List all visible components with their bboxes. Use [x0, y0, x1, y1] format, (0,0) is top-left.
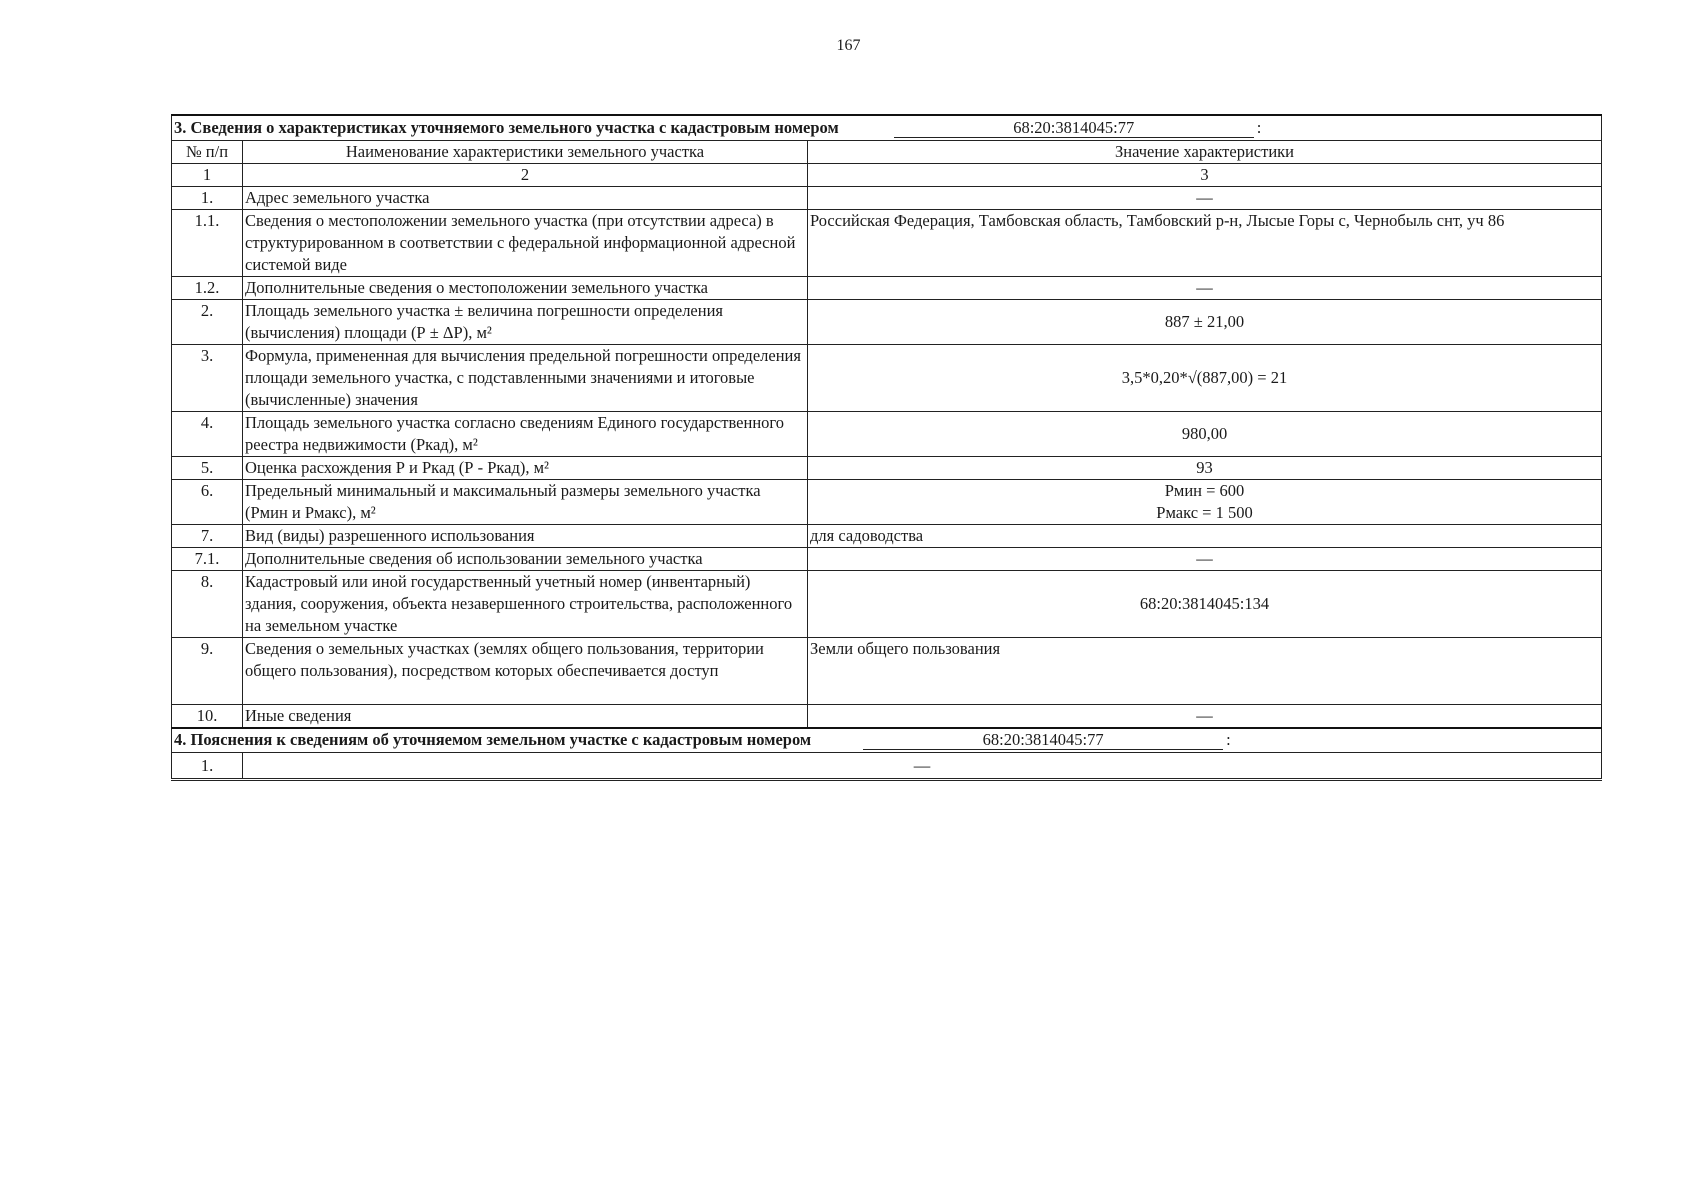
- row-number: 3.: [172, 344, 243, 411]
- table-row: [172, 344, 1602, 411]
- characteristic-name: Формула, примененная для вычисления предельной погрешности определения площади земельного участка, с подставленными значениями и итоговые (вычисленные) значения: [243, 344, 808, 411]
- table-row: [172, 704, 1602, 728]
- section-3-title: 3. Сведения о характеристиках уточняемого земельного участка с кадастровым номером: [174, 117, 839, 137]
- characteristic-name: Иные сведения: [243, 704, 808, 728]
- section-3-header: [172, 115, 1602, 140]
- column-number-row: [172, 163, 1602, 186]
- max-area-value: Рмакс = 1 500: [1156, 502, 1253, 522]
- characteristic-name: Сведения о земельных участках (землях общего пользования, территории общего пользования), посредством которых обеспечивается доступ: [243, 637, 808, 704]
- row-number: 7.: [172, 524, 243, 547]
- table-row: [172, 570, 1602, 637]
- row-number: 2.: [172, 299, 243, 344]
- row-number: 9.: [172, 637, 243, 704]
- row-number: 1.: [172, 753, 243, 780]
- characteristic-value: —: [808, 547, 1602, 570]
- characteristic-value: 68:20:3814045:134: [808, 570, 1602, 637]
- section-3-cadastral-number: 68:20:3814045:77: [894, 118, 1254, 138]
- characteristic-name: Предельный минимальный и максимальный размеры земельного участка (Рмин и Рмакс), м²: [243, 479, 808, 524]
- characteristic-name: Адрес земельного участка: [243, 186, 808, 209]
- table-row: [172, 276, 1602, 299]
- table-row: [172, 524, 1602, 547]
- column-header-value: Значение характеристики: [808, 140, 1602, 163]
- table-row: [172, 186, 1602, 209]
- row-number: 4.: [172, 411, 243, 456]
- column-number-1: 1: [172, 163, 243, 186]
- min-area-value: Рмин = 600: [1164, 480, 1245, 500]
- row-number: 1.: [172, 186, 243, 209]
- table-row: [172, 547, 1602, 570]
- row-number: 6.: [172, 479, 243, 524]
- row-number: 8.: [172, 570, 243, 637]
- characteristic-value: —: [808, 186, 1602, 209]
- characteristic-name: Сведения о местоположении земельного участка (при отсутствии адреса) в структурированном в соответствии с федеральной информационной адресной системой виде: [243, 209, 808, 276]
- characteristic-name: Площадь земельного участка согласно сведениям Единого государственного реестра недвижимости (Ркад), м²: [243, 411, 808, 456]
- table-row: [172, 209, 1602, 276]
- table-row: [172, 479, 1602, 524]
- characteristic-name: Кадастровый или иной государственный учетный номер (инвентарный) здания, сооружения, объекта незавершенного строительства, расположенного на земельном участке: [243, 570, 808, 637]
- characteristic-name: Дополнительные сведения об использовании земельного участка: [243, 547, 808, 570]
- column-header-row: [172, 140, 1602, 163]
- table-row: [172, 299, 1602, 344]
- section-4-title: 4. Пояснения к сведениям об уточняемом земельном участке с кадастровым номером: [174, 730, 812, 750]
- explanation-value: —: [243, 753, 1602, 780]
- row-number: 7.1.: [172, 547, 243, 570]
- characteristic-name: Дополнительные сведения о местоположении земельного участка: [243, 276, 808, 299]
- characteristic-value: —: [808, 704, 1602, 728]
- characteristic-value-pair: [808, 479, 1602, 524]
- characteristic-value: 3,5*0,20*√(887,00) = 21: [808, 344, 1602, 411]
- row-number: 10.: [172, 704, 243, 728]
- cadastral-info-table: [171, 114, 1602, 781]
- characteristic-name: Вид (виды) разрешенного использования: [243, 524, 808, 547]
- section-4-header-row: [172, 728, 1602, 753]
- column-number-3: 3: [808, 163, 1602, 186]
- characteristic-value: для садоводства: [808, 524, 1602, 547]
- table-row: [172, 411, 1602, 456]
- section-4-cadastral-number: 68:20:3814045:77: [863, 730, 1223, 750]
- column-number-2: 2: [243, 163, 808, 186]
- table-row: [172, 753, 1602, 780]
- section-4-colon: :: [1226, 730, 1231, 750]
- column-header-num: № п/п: [172, 140, 243, 163]
- characteristic-name: Оценка расхождения Р и Ркад (Р - Ркад), м²: [243, 456, 808, 479]
- page-number: 167: [836, 37, 861, 54]
- characteristic-value: 980,00: [808, 411, 1602, 456]
- column-header-name: Наименование характеристики земельного участка: [243, 140, 808, 163]
- characteristic-value: 93: [808, 456, 1602, 479]
- section-3-colon: :: [1256, 117, 1262, 137]
- section-3-header-row: [172, 115, 1602, 140]
- characteristic-value: 887 ± 21,00: [808, 299, 1602, 344]
- characteristic-name: Площадь земельного участка ± величина погрешности определения (вычисления) площади (Р ± ΔР), м²: [243, 299, 808, 344]
- row-number: 1.1.: [172, 209, 243, 276]
- section-4-header: [172, 728, 1602, 753]
- table-row: [172, 456, 1602, 479]
- row-number: 1.2.: [172, 276, 243, 299]
- row-number: 5.: [172, 456, 243, 479]
- table-row: [172, 637, 1602, 704]
- characteristic-value: Земли общего пользования: [808, 637, 1602, 704]
- characteristic-value: —: [808, 276, 1602, 299]
- characteristic-value: Российская Федерация, Тамбовская область, Тамбовский р-н, Лысые Горы с, Чернобыль снт, уч 86: [808, 209, 1602, 276]
